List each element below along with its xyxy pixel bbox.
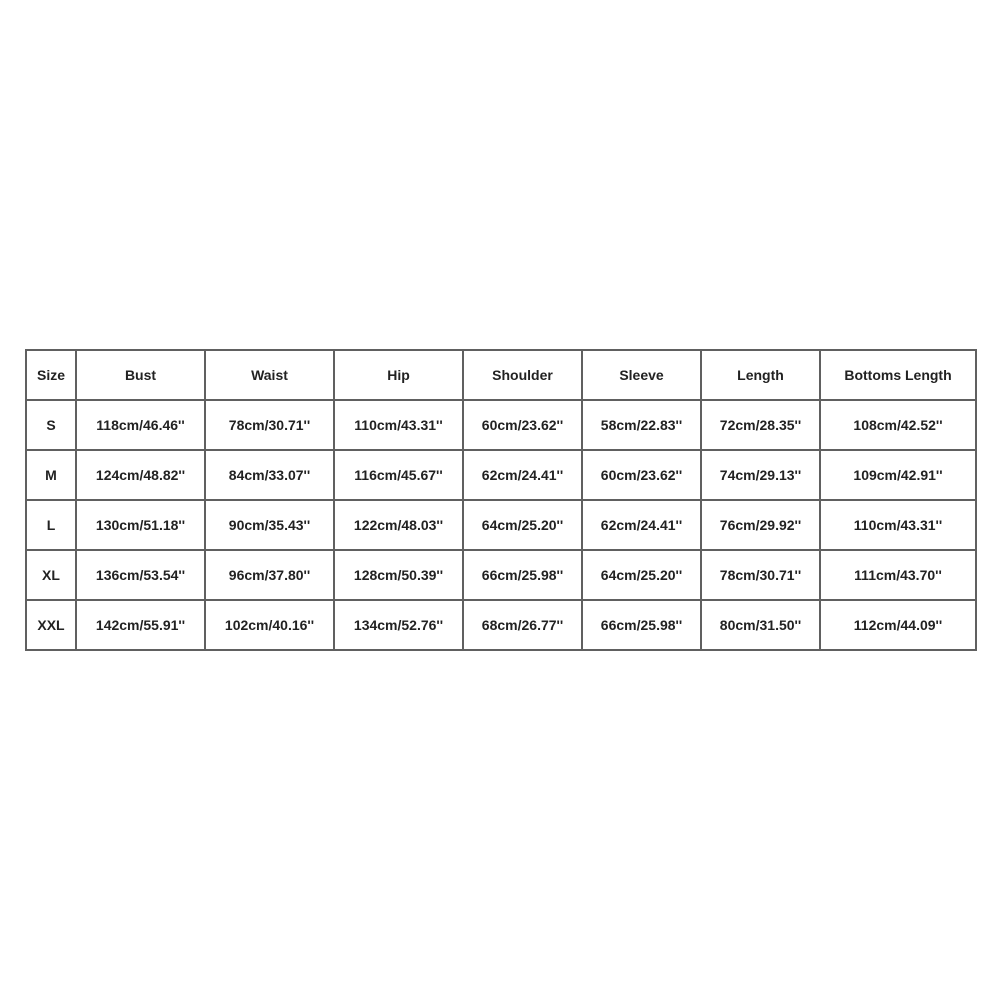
sleeve-cell: 64cm/25.20'': [582, 550, 701, 600]
column-header-bust: Bust: [76, 350, 205, 400]
size-cell: S: [26, 400, 76, 450]
shoulder-cell: 66cm/25.98'': [463, 550, 582, 600]
shoulder-cell: 60cm/23.62'': [463, 400, 582, 450]
shoulder-cell: 68cm/26.77'': [463, 600, 582, 650]
waist-cell: 102cm/40.16'': [205, 600, 334, 650]
column-header-sleeve: Sleeve: [582, 350, 701, 400]
size-cell: XXL: [26, 600, 76, 650]
column-header-waist: Waist: [205, 350, 334, 400]
shoulder-cell: 64cm/25.20'': [463, 500, 582, 550]
table-row: [26, 500, 976, 550]
shoulder-cell: 62cm/24.41'': [463, 450, 582, 500]
bust-cell: 124cm/48.82'': [76, 450, 205, 500]
waist-cell: 90cm/35.43'': [205, 500, 334, 550]
column-header-hip: Hip: [334, 350, 463, 400]
length-cell: 74cm/29.13'': [701, 450, 820, 500]
sleeve-cell: 60cm/23.62'': [582, 450, 701, 500]
column-header-length: Length: [701, 350, 820, 400]
bust-cell: 118cm/46.46'': [76, 400, 205, 450]
bust-cell: 142cm/55.91'': [76, 600, 205, 650]
size-cell: L: [26, 500, 76, 550]
header-row: [26, 350, 976, 400]
size-chart-table: [25, 349, 977, 651]
bottoms-length-cell: 108cm/42.52'': [820, 400, 976, 450]
waist-cell: 84cm/33.07'': [205, 450, 334, 500]
bottoms-length-cell: 109cm/42.91'': [820, 450, 976, 500]
length-cell: 72cm/28.35'': [701, 400, 820, 450]
size-cell: M: [26, 450, 76, 500]
column-header-bottoms-length: Bottoms Length: [820, 350, 976, 400]
hip-cell: 110cm/43.31'': [334, 400, 463, 450]
hip-cell: 122cm/48.03'': [334, 500, 463, 550]
length-cell: 76cm/29.92'': [701, 500, 820, 550]
length-cell: 78cm/30.71'': [701, 550, 820, 600]
waist-cell: 96cm/37.80'': [205, 550, 334, 600]
sleeve-cell: 58cm/22.83'': [582, 400, 701, 450]
bottoms-length-cell: 112cm/44.09'': [820, 600, 976, 650]
sleeve-cell: 62cm/24.41'': [582, 500, 701, 550]
column-header-size: Size: [26, 350, 76, 400]
table-row: [26, 400, 976, 450]
table-row: [26, 550, 976, 600]
column-header-shoulder: Shoulder: [463, 350, 582, 400]
bottoms-length-cell: 110cm/43.31'': [820, 500, 976, 550]
bottoms-length-cell: 111cm/43.70'': [820, 550, 976, 600]
sleeve-cell: 66cm/25.98'': [582, 600, 701, 650]
hip-cell: 134cm/52.76'': [334, 600, 463, 650]
hip-cell: 128cm/50.39'': [334, 550, 463, 600]
hip-cell: 116cm/45.67'': [334, 450, 463, 500]
bust-cell: 130cm/51.18'': [76, 500, 205, 550]
bust-cell: 136cm/53.54'': [76, 550, 205, 600]
length-cell: 80cm/31.50'': [701, 600, 820, 650]
table-row: [26, 450, 976, 500]
table-row: [26, 600, 976, 650]
waist-cell: 78cm/30.71'': [205, 400, 334, 450]
size-cell: XL: [26, 550, 76, 600]
